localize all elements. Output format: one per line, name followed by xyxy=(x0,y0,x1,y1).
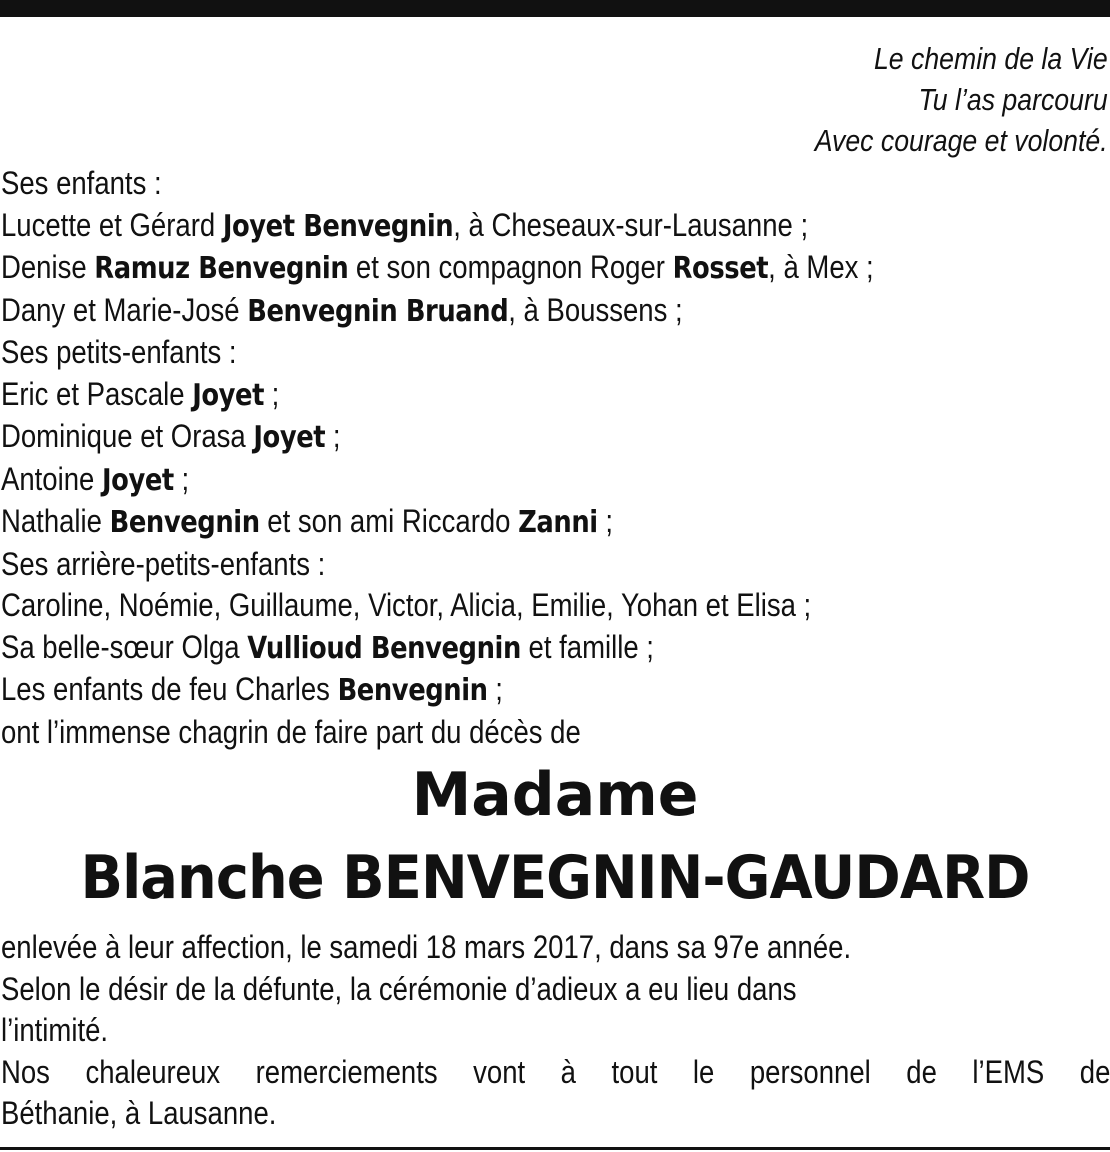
text-segment: Dany et Marie-José xyxy=(1,291,248,328)
text-segment: Ses petits-enfants : xyxy=(1,334,237,370)
family-line xyxy=(1,501,1085,544)
surname: Benvegnin xyxy=(109,505,260,540)
text-segment: ; xyxy=(325,418,341,454)
closing-line: enlevée à leur affection, le samedi 18 mars 2017, dans sa 97e année. xyxy=(1,929,852,965)
text-segment: ont l’immense chagrin de faire part du décès de xyxy=(1,713,581,750)
surname: Joyet xyxy=(101,462,174,498)
family-list xyxy=(1,163,1085,753)
family-line xyxy=(1,627,1085,670)
closing-line: Béthanie, à Lausanne. xyxy=(1,1095,277,1131)
text-segment: , à Boussens ; xyxy=(508,291,683,328)
text-segment: , à Mex ; xyxy=(768,249,874,285)
text-segment: Ses enfants : xyxy=(1,165,162,201)
poem-line: Le chemin de la Vie xyxy=(874,41,1108,76)
surname: Joyet xyxy=(192,377,265,413)
family-line xyxy=(1,163,1085,205)
text-segment: Nathalie xyxy=(1,503,110,539)
surname: Zanni xyxy=(518,505,598,540)
closing-line: l’intimité. xyxy=(1,1012,109,1048)
text-segment: ; xyxy=(597,503,613,539)
surname: Benvegnin Bruand xyxy=(247,293,509,329)
surname: Rosset xyxy=(672,251,769,286)
closing-text xyxy=(1,927,1110,1135)
surname: Ramuz Benvegnin xyxy=(94,251,349,286)
surname: Joyet xyxy=(253,420,326,455)
deceased-title: Madame xyxy=(411,760,699,830)
surname: Benvegnin xyxy=(337,673,488,708)
text-segment: ; xyxy=(173,460,190,497)
text-segment: et son ami Riccardo xyxy=(259,503,519,539)
family-line xyxy=(1,585,1085,627)
text-segment: et son compagnon Roger xyxy=(348,249,673,285)
text-segment: ; xyxy=(264,375,280,412)
text-segment: Les enfants de feu Charles xyxy=(1,671,338,707)
bottom-rule xyxy=(0,1147,1110,1150)
closing-line: Selon le désir de la défunte, la cérémonie d’adieux a eu lieu dans xyxy=(1,970,797,1007)
family-line xyxy=(1,459,1085,502)
family-line xyxy=(1,332,1085,374)
family-line xyxy=(1,544,1085,586)
text-segment: Lucette et Gérard xyxy=(1,206,223,243)
family-line xyxy=(1,205,1085,248)
text-segment: Sa belle-sœur Olga xyxy=(1,628,248,665)
family-line xyxy=(1,669,1085,712)
family-line xyxy=(1,712,1085,754)
surname: Joyet Benvegnin xyxy=(222,208,454,244)
family-line xyxy=(1,247,1085,290)
deceased-name: Blanche BENVEGNIN-GAUDARD xyxy=(80,843,1030,913)
top-rule xyxy=(0,0,1110,17)
text-segment: Eric et Pascale xyxy=(1,375,193,412)
text-segment: Dominique et Orasa xyxy=(1,418,254,454)
epigraph-poem xyxy=(815,38,1108,161)
poem-line: Avec courage et volonté. xyxy=(815,123,1108,158)
text-segment: ; xyxy=(487,671,503,707)
text-segment: et famille ; xyxy=(520,628,654,665)
family-line xyxy=(1,290,1085,333)
family-line xyxy=(1,416,1085,459)
surname: Vullioud Benvegnin xyxy=(247,630,521,666)
closing-line: Nos chaleureux remerciements vont à tout le personnel de l’EMS de xyxy=(1,1053,1110,1090)
poem-line: Tu l’as parcouru xyxy=(918,82,1108,117)
text-segment: Caroline, Noémie, Guillaume, Victor, Alicia, Emilie, Yohan et Elisa ; xyxy=(1,587,812,623)
family-line xyxy=(1,374,1085,417)
text-segment: Ses arrière-petits-enfants : xyxy=(1,545,326,582)
text-segment: Antoine xyxy=(1,460,102,497)
text-segment: , à Cheseaux-sur-Lausanne ; xyxy=(453,206,809,243)
text-segment: Denise xyxy=(1,249,95,285)
